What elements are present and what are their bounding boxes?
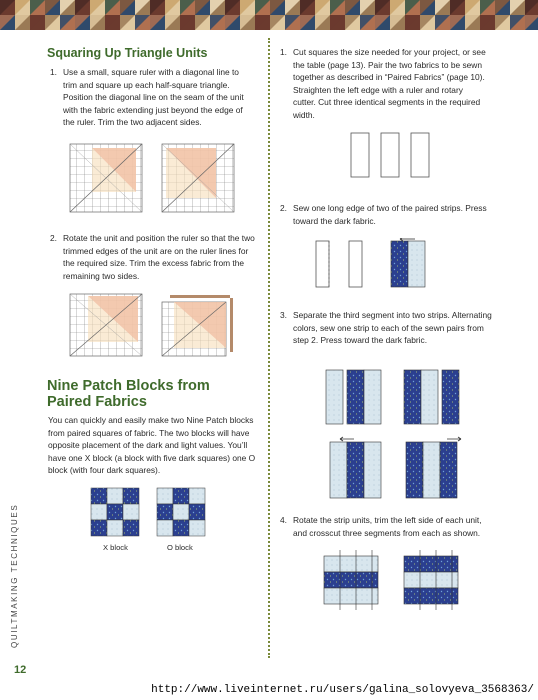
dark-square (189, 504, 205, 520)
x-block-figure (91, 488, 139, 536)
paired-step-4-number: 4. (280, 515, 287, 525)
ruler-unit-a (70, 144, 142, 212)
paired-step-3-number: 3. (280, 310, 287, 320)
segment-2 (381, 133, 399, 177)
segment-1 (351, 133, 369, 177)
x-block-label: X block (103, 543, 128, 552)
dark-square (91, 488, 107, 504)
patchwork-banner (0, 0, 538, 30)
squaring-step-2-text: Rotate the unit and position the ruler so that the two trimmed edges of the unit are on the ruler lines for the required size. Trim the excess fabric from the remaining two sides. (63, 233, 255, 281)
three-segments-figure (350, 132, 432, 178)
ruler-unit-d (162, 295, 233, 356)
nine-patch-heading-line-2: Paired Fabrics (47, 393, 147, 410)
dark-square (107, 504, 123, 520)
crosscut-unit-a (324, 550, 378, 610)
unit-sewn-b (406, 437, 461, 498)
ruler-unit-b (162, 144, 234, 212)
unit-separated-b (404, 370, 459, 424)
light-square (173, 504, 189, 520)
ruler-trim-figure-2 (68, 292, 243, 358)
nine-patch-heading-line-1: Nine Patch Blocks from (47, 378, 210, 394)
paired-step-4 (280, 514, 493, 539)
sidebar-section-label (10, 498, 24, 648)
page-number: 12 (14, 664, 27, 676)
light-square (189, 488, 205, 504)
light-square (107, 488, 123, 504)
paired-step-2 (280, 202, 493, 227)
light-square (91, 504, 107, 520)
paired-step-1-number: 1. (280, 47, 287, 57)
section-heading-nine-patch (47, 379, 210, 410)
paired-step-3-text: Separate the third segment into two strips. Alternating colors, sew one strip to each of the sewn pairs from step 2. Press toward the dark fabric. (293, 310, 492, 346)
patchwork-banner-art (0, 0, 538, 30)
column-divider (268, 38, 270, 658)
squaring-step-1 (50, 66, 253, 129)
light-square (123, 504, 139, 520)
sidebar-text: QUILTMAKING TECHNIQUES (10, 503, 19, 648)
paired-step-1-text: Cut squares the size needed for your project, or see the table (page 13). Pair the two fabrics to be sewn together as described in “Paired Fabrics” (page 10). Straighten the left edge with a ruler and rotary cutter. Cut three identical segments in the required width. (293, 47, 486, 120)
crosscut-unit-b (404, 550, 458, 610)
crosscut-figure (320, 548, 470, 614)
dark-square (173, 488, 189, 504)
o-block-label: O block (167, 543, 193, 552)
light-square (107, 520, 123, 536)
light-square (157, 520, 173, 536)
dark-square (91, 520, 107, 536)
paired-step-1 (280, 46, 488, 122)
squaring-step-2-number: 2. (50, 233, 57, 243)
paired-step-4-text: Rotate the strip units, trim the left side of each unit, and crosscut three segments from each as shown. (293, 515, 482, 538)
dark-square (123, 520, 139, 536)
strip-units-figure (322, 368, 472, 502)
nine-patch-blocks (90, 487, 210, 539)
sew-pairs-figure (315, 238, 455, 290)
unit-sewn-a (330, 437, 381, 498)
ruler-unit-c (70, 294, 142, 356)
dark-square (123, 488, 139, 504)
squaring-step-1-number: 1. (50, 67, 57, 77)
ruler-trim-figure-1 (68, 142, 238, 214)
section-heading-squaring: Squaring Up Triangle Units (47, 46, 208, 60)
dark-square (157, 504, 173, 520)
source-url-watermark: http://www.liveinternet.ru/users/galina_solovyeva_3568363/ (151, 684, 534, 696)
dark-square (173, 520, 189, 536)
squaring-step-1-text: Use a small, square ruler with a diagonal line to trim and square up each half-square triangle. Position the diagonal line on the seam of the unit with the fabric extending just beyond the edge of the ruler. Trim the two adjacent sides. (63, 67, 244, 128)
o-block-figure (157, 488, 205, 536)
paired-step-3 (280, 309, 493, 347)
nine-patch-intro: You can quickly and easily make two Nine Patch blocks from paired squares of fabric. The two blocks will have opposite placement of the dark and light values. You’ll have one X block (a block with five dark squares) one O block (with four dark squares). (48, 415, 256, 476)
segment-3 (411, 133, 429, 177)
squaring-step-2 (50, 232, 255, 282)
paired-step-2-text: Sew one long edge of two of the paired strips. Press toward the dark fabric. (293, 203, 487, 226)
unit-separated-a (326, 370, 381, 424)
paired-step-2-number: 2. (280, 203, 287, 213)
light-square (157, 488, 173, 504)
light-square (189, 520, 205, 536)
